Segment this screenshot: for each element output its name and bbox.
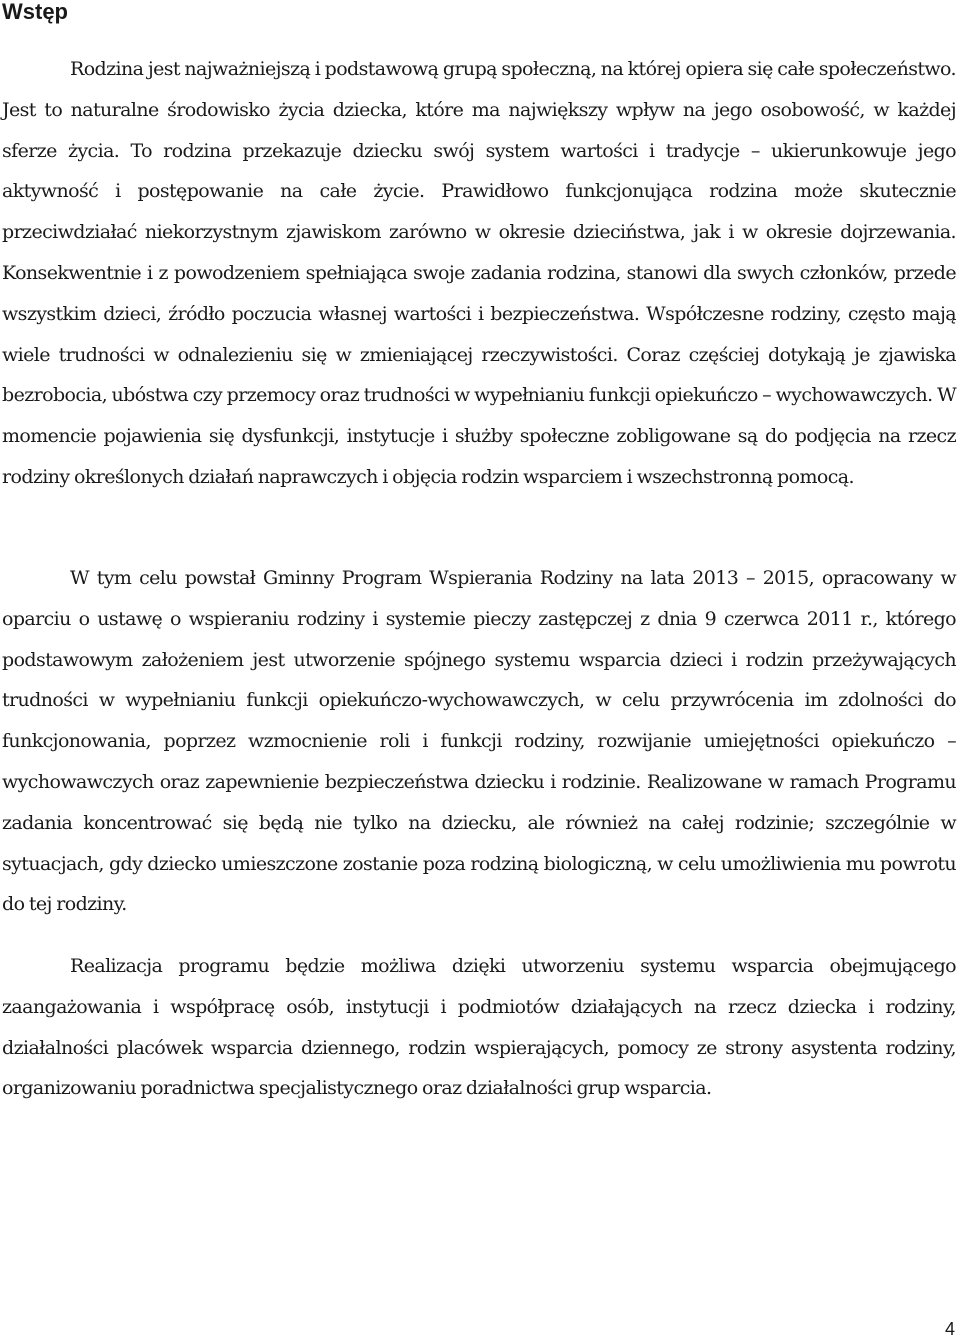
paragraph-intro: Rodzina jest najważniejszą i podstawową grupą społeczną, na której opiera się całe społeczeństwo. Jest to naturalne środowisko życia dziecka, które ma największy wpływ na jego osobowość, w każdej sferze życia. To rodzina przekazuje dziecku swój system wartości i tradycje – ukierunkowuje jego aktywność i postępowanie na całe życie. Prawidłowo funkcjonująca rodzina może skutecznie przeciwdziałać niekorzystnym zjawiskom zarówno w okresie dzieciństwa, jak i w okresie dojrzewania. Konsekwentnie i z powodzeniem spełniająca swoje zadania rodzina, stanowi dla swych członków, przede wszystkim dzieci, źródło poczucia własnej wartości i bezpieczeństwa. Współczesne rodziny, często mają wiele trudności w odnalezieniu się w zmieniającej rzeczywistości. Coraz częściej dotykają je zjawiska bezrobocia, ubóstwa czy przemocy oraz trudności w wypełnianiu funkcji opiekuńczo – wychowawczych. W momencie pojawienia się dysfunkcji, instytucje i służby społeczne zobligowane są do podjęcia na rzecz rodziny określonych działań naprawczych i objęcia rodzin wsparciem i wszechstronną pomocą.: [2, 58, 956, 488]
page-number: 4: [944, 1319, 955, 1339]
paragraph-program: W tym celu powstał Gminny Program Wspierania Rodziny na lata 2013 – 2015, opracowany w oparciu o ustawę o wspieraniu rodziny i systemie pieczy zastępczej z dnia 9 czerwca 2011 r., którego podstawowym założeniem jest utworzenie spójnego systemu wsparcia dzieci i rodzin przeżywających trudności w wypełnianiu funkcji opiekuńczo-wychowawczych, w celu przywrócenia im zdolności do funkcjonowania, poprzez wzmocnienie roli i funkcji rodziny, rozwijanie umiejętności opiekuńczo – wychowawczych oraz zapewnienie bezpieczeństwa dziecku i rodzinie. Realizowane w ramach Programu zadania koncentrować się będą nie tylko na dziecku, ale również na całej rodzinie; szczególnie w sytuacjach, gdy dziecko umieszczone zostanie poza rodziną biologiczną, w celu umożliwienia mu powrotu do tej rodziny.: [2, 567, 956, 916]
paragraph-realization: Realizacja programu będzie możliwa dzięki utworzeniu systemu wsparcia obejmującego zaangażowania i współpracę osób, instytucji i podmiotów działających na rzecz dziecka i rodziny, działalności placówek wsparcia dziennego, rodzin wspierających, pomocy ze strony asystenta rodziny, organizowaniu poradnictwa specjalistycznego oraz działalności grup wsparcia.: [2, 955, 956, 1100]
page-title: Wstęp: [2, 0, 68, 24]
